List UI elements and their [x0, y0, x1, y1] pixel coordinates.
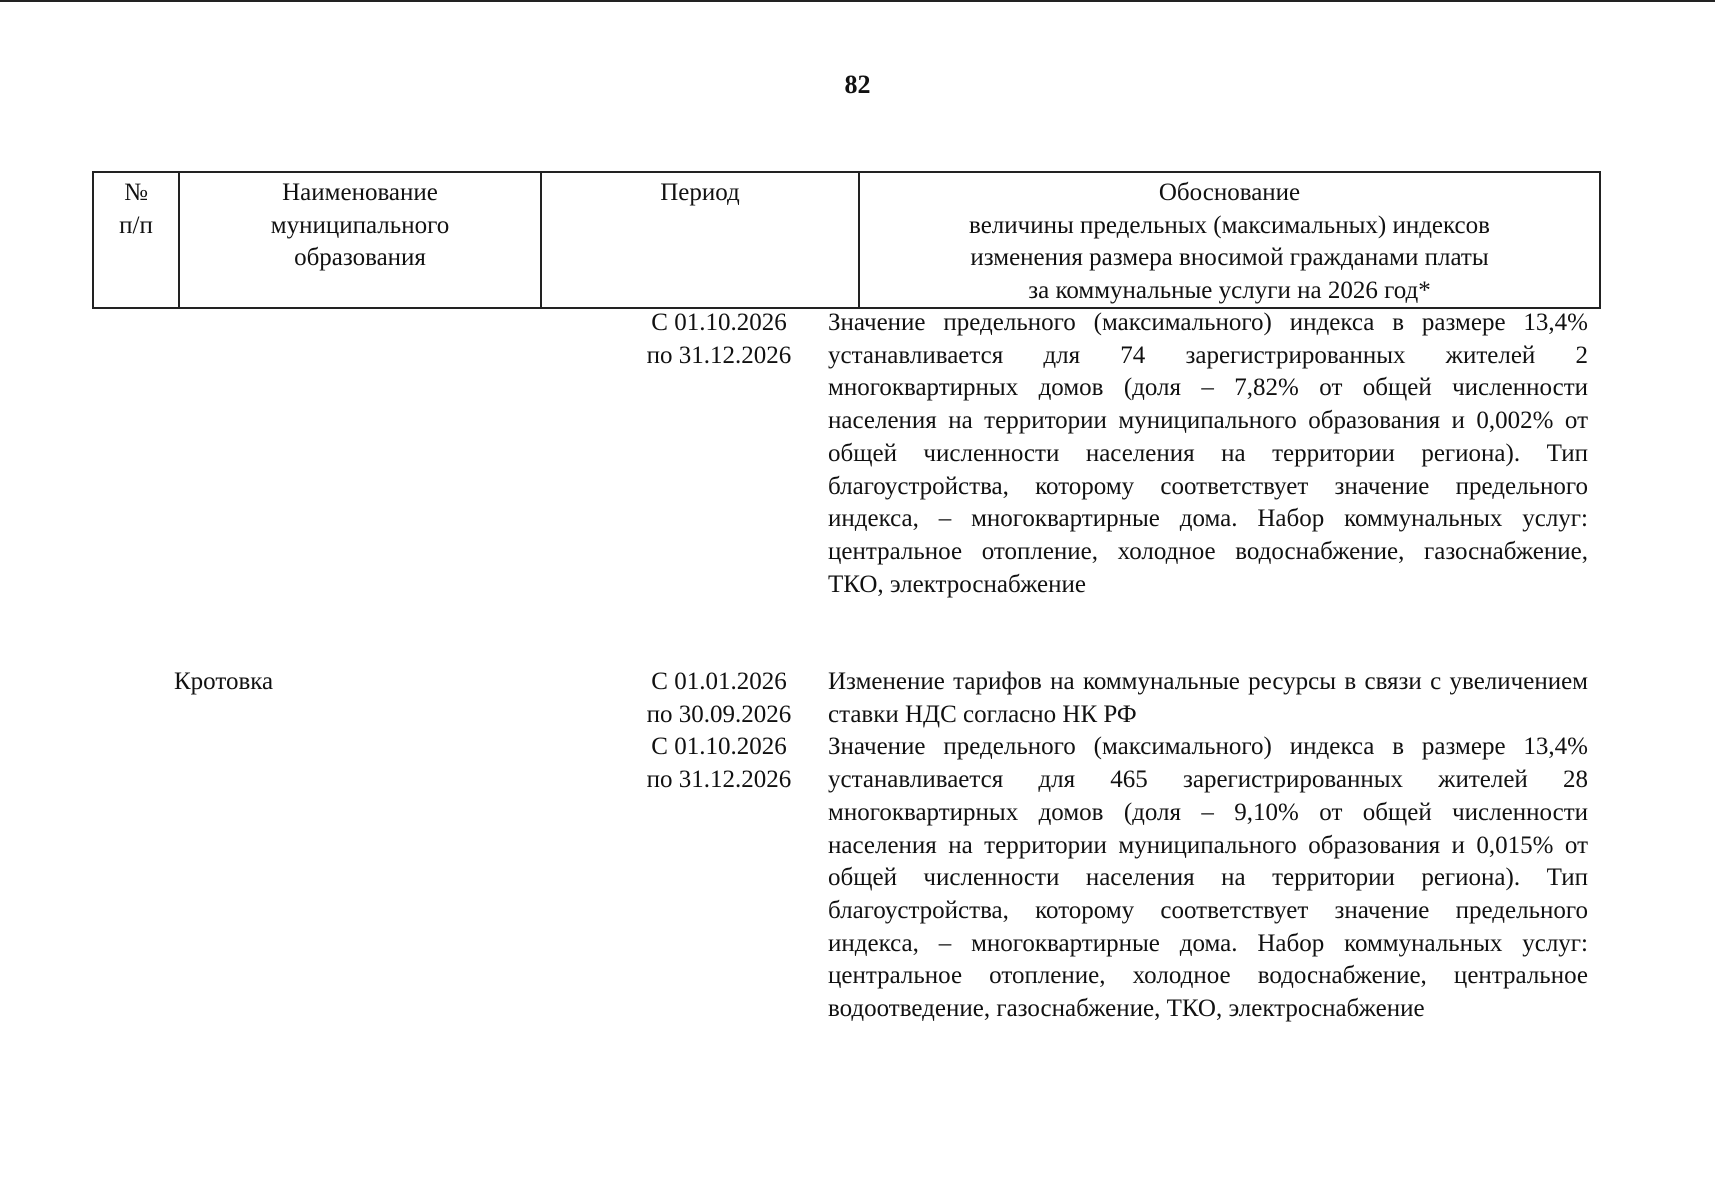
table-header-row — [93, 172, 1600, 308]
header-num — [93, 172, 179, 308]
header-basis-line: за коммунальные услуги на 2026 год* — [1028, 276, 1431, 304]
header-period-line: Период — [660, 179, 740, 206]
row-name: Кротовка — [174, 668, 274, 695]
header-basis — [859, 172, 1600, 308]
period-line: С 01.10.2026 — [651, 309, 787, 336]
table-header — [92, 171, 1601, 309]
basis-paragraph: Изменение тарифов на коммунальные ресурсы в связи с увеличением ставки НДС согласно НК РФ — [828, 668, 1588, 728]
header-num-line: № — [124, 179, 148, 206]
header-basis-line: величины предельных (максимальных) индексов — [969, 211, 1490, 239]
row-period — [567, 666, 871, 797]
header-basis-line: Обоснование — [1158, 179, 1301, 206]
header-period — [541, 172, 859, 308]
period-line: С 01.01.2026 — [651, 668, 787, 695]
period-line: по 31.12.2026 — [646, 766, 792, 794]
header-name — [179, 172, 541, 308]
top-border-line — [0, 0, 1715, 2]
page-number: 82 — [844, 70, 871, 99]
header-num-line: п/п — [119, 211, 153, 239]
period-line: по 31.12.2026 — [646, 341, 792, 369]
row-period — [567, 307, 871, 372]
period-line: С 01.10.2026 — [651, 733, 787, 761]
row-basis — [828, 307, 1588, 601]
period-line: по 30.09.2026 — [646, 700, 792, 728]
basis-paragraph: Значение предельного (максимального) индекса в размере 13,4% устанавливается для 74 зарегистрированных жителей 2 многоквартирных домов (доля – 7,82% от общей численности населения на территории муниципального образования и 0,002% от общей численности населения на территории региона). Тип благоустройства, которому соответствует значение предельного индекса, – многоквартирные дома. Набор коммунальных услуг: центральное отопление, холодное водоснабжение, газоснабжение, ТКО, электроснабжение — [828, 309, 1588, 598]
basis-paragraph: Значение предельного (максимального) индекса в размере 13,4% устанавливается для 465 зарегистрированных жителей 28 многоквартирных домов (доля – 9,10% от общей численности населения на территории муниципального образования и 0,015% от общей численности населения на территории региона). Тип благоустройства, которому соответствует значение предельного индекса, – многоквартирные дома. Набор коммунальных услуг: центральное отопление, холодное водоснабжение, центральное водоотведение, газоснабжение, ТКО, электроснабжение — [828, 733, 1588, 1023]
header-name-line: Наименование — [282, 179, 438, 206]
row-basis — [828, 666, 1588, 1026]
header-basis-line: изменения размера вносимой гражданами платы — [970, 244, 1489, 271]
header-name-line: муниципального — [270, 211, 450, 239]
header-name-line: образования — [294, 244, 426, 271]
